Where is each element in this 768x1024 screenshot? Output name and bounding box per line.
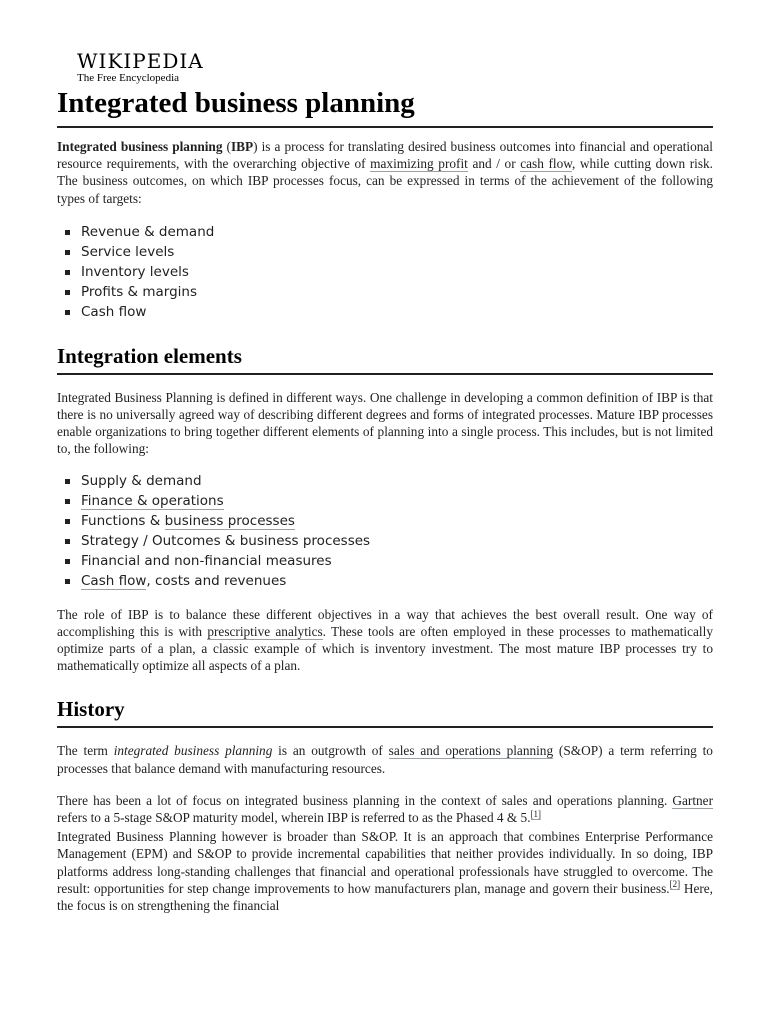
list-item <box>57 471 713 491</box>
page-title: Integrated business planning <box>57 86 713 128</box>
link-business-processes[interactable]: business processes <box>164 512 295 529</box>
link-cash-flow[interactable]: cash flow <box>520 156 572 172</box>
list-item-text: Inventory levels <box>81 263 189 280</box>
link-maximizing-profit[interactable]: maximizing profit <box>370 156 468 172</box>
bullet-icon <box>65 519 70 524</box>
list-item <box>57 302 713 322</box>
link-sales-operations-planning[interactable]: sales and operations planning <box>388 743 554 759</box>
intro-paragraph <box>57 138 713 207</box>
paragraph-text: (S&OP) a term referring to processes that balance demand with manufacturing resources. <box>57 743 713 776</box>
link-finance-operations[interactable]: Finance & operations <box>81 492 224 509</box>
link-prescriptive-analytics[interactable]: prescriptive analytics <box>207 623 323 639</box>
logo-tagline: The Free Encyclopedia <box>77 72 180 84</box>
list-item <box>57 551 713 571</box>
paragraph-text: The term <box>57 743 114 759</box>
history-paragraph-3 <box>57 828 713 914</box>
wikipedia-logo[interactable] <box>77 50 204 85</box>
italic-term: integrated business planning <box>113 743 273 759</box>
bullet-icon <box>65 270 70 275</box>
list-item-text: Profits & margins <box>81 283 198 300</box>
paragraph-text: . These tools are often employed in these processes to mathematically optimize parts of a plan, a classic example of which is inventory investment. The most mature IBP processes try to mathematically optimize all aspects of a plan. <box>57 623 713 674</box>
link-gartner[interactable]: Gartner <box>672 792 713 808</box>
intro-text: , while cutting down risk. The business outcomes, on which IBP processes focus, can be expressed in terms of the achievement of the following types of targets: <box>57 156 713 206</box>
bullet-icon <box>65 559 70 564</box>
link-cash-flow-list[interactable]: Cash flow <box>81 572 147 589</box>
history-paragraph-2 <box>57 792 713 826</box>
history-paragraph-1 <box>57 742 713 776</box>
integration-list <box>57 471 713 591</box>
list-item <box>57 262 713 282</box>
bullet-icon <box>65 310 70 315</box>
paragraph-text: The role of IBP is to balance these different objectives in a way that achieves the best overall result. One way of accomplishing this is with <box>57 606 713 639</box>
paragraph-text: There has been a lot of focus on integrated business planning in the context of sales and operations planning. <box>57 792 673 808</box>
list-item <box>57 511 713 531</box>
targets-list <box>57 222 713 322</box>
reference-2-link[interactable]: [2] <box>669 879 681 890</box>
intro-text: ( <box>222 139 231 154</box>
bullet-icon <box>65 230 70 235</box>
article-body <box>57 138 713 914</box>
paragraph-text: is an outgrowth of <box>272 743 389 759</box>
list-item-text: Supply & demand <box>81 472 202 489</box>
intro-abbr: IBP <box>230 139 254 154</box>
list-item-text: Functions & <box>81 512 165 529</box>
logo-wordmark: WIKIPEDIA <box>77 49 204 73</box>
reference-1-link[interactable]: [1] <box>530 808 542 819</box>
integration-paragraph-1: Integrated Business Planning is defined in different ways. One challenge in developing a common definition of IBP is that there is no universally agreed way of describing different degrees and forms of integrated processes. Mature IBP processes enable organizations to bring together different elements of planning into a single process. This includes, but is not limited to, the following: <box>57 389 713 457</box>
list-item <box>57 222 713 242</box>
intro-text: and / or <box>467 156 521 172</box>
list-item <box>57 242 713 262</box>
section-heading-history: History <box>57 696 713 728</box>
paragraph-text: Integrated Business Planning however is broader than S&OP. It is an approach that combines Enterprise Performance Management (EPM) and S&OP to provide incremental capabilities that neither provides individually. In so doing, IBP platforms address long-standing challenges that financial and operational professionals have struggled to overcome. The result: opportunities for step change improvements to how manufacturers plan, manage and govern their business. <box>57 829 713 896</box>
list-item-text: Cash flow <box>81 303 147 320</box>
list-item <box>57 531 713 551</box>
list-item-text: Financial and non-financial measures <box>81 552 332 569</box>
bullet-icon <box>65 579 70 584</box>
bullet-icon <box>65 250 70 255</box>
list-item-text: Revenue & demand <box>81 223 215 240</box>
bullet-icon <box>65 539 70 544</box>
bullet-icon <box>65 479 70 484</box>
bullet-icon <box>65 499 70 504</box>
intro-term: Integrated business planning <box>57 139 223 154</box>
list-item <box>57 491 713 511</box>
paragraph-text: refers to a 5-stage S&OP maturity model, wherein IBP is referred to as the Phased 4 & 5. <box>57 810 531 826</box>
list-item-text: , costs and revenues <box>146 572 287 589</box>
intro-text: ) is a process for translating desired business outcomes into financial and operational resource requirements, with the overarching objective of <box>57 139 713 172</box>
integration-paragraph-2 <box>57 606 713 675</box>
list-item-text: Service levels <box>81 243 175 260</box>
list-item <box>57 571 713 591</box>
section-heading-integration: Integration elements <box>57 343 713 375</box>
list-item <box>57 282 713 302</box>
list-item-text: Strategy / Outcomes & business processes <box>81 532 371 549</box>
bullet-icon <box>65 290 70 295</box>
paragraph-text: Here, the focus is on strengthening the financial <box>57 880 714 914</box>
